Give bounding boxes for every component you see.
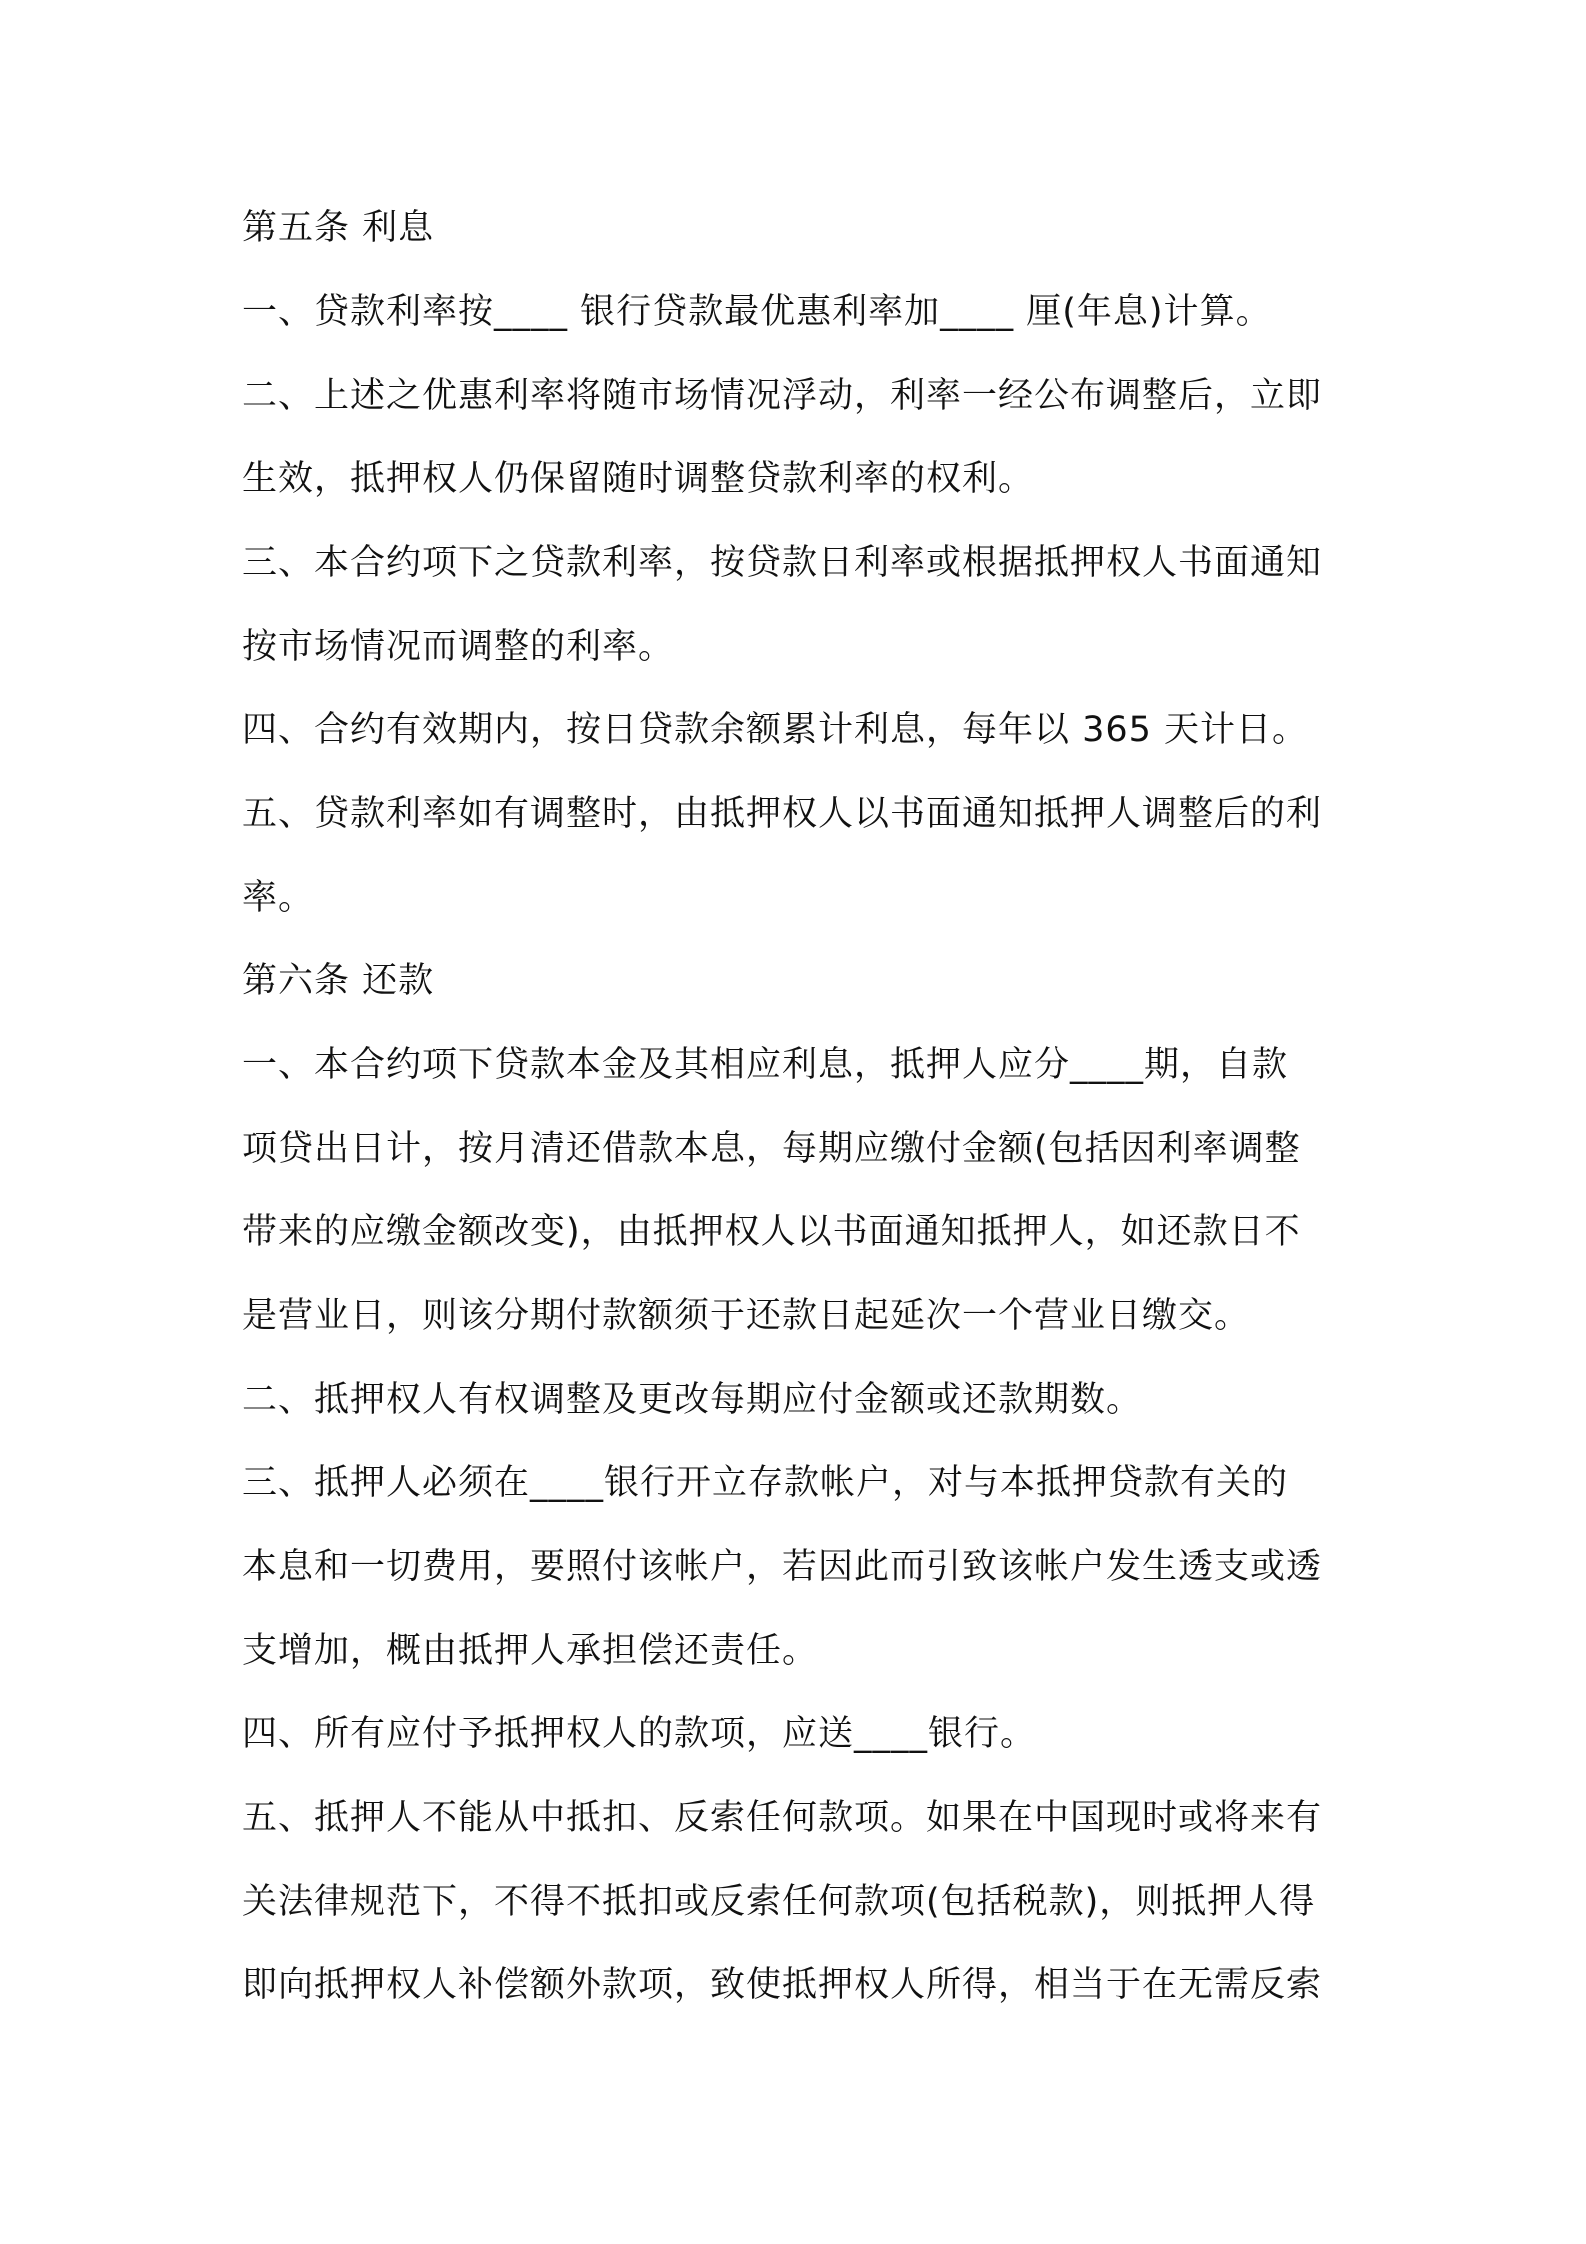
article-6-clause-5-line-1: 五、抵押人不能从中抵扣、反索任何款项。如果在中国现时或将来有	[242, 1798, 1323, 1838]
article-6-clause-3-line-2: 本息和一切费用，要照付该帐户，若因此而引致该帐户发生透支或透	[242, 1547, 1323, 1587]
article-6-clause-1-line-3: 带来的应缴金额改变)，由抵押权人以书面通知抵押人，如还款日不	[242, 1212, 1301, 1252]
article-5-clause-2-line-1: 二、上述之优惠利率将随市场情况浮动，利率一经公布调整后，立即	[242, 376, 1323, 416]
article-6-clause-5-line-2: 关法律规范下，不得不抵扣或反索任何款项(包括税款)，则抵押人得	[242, 1882, 1316, 1922]
article-6-clause-5-line-3: 即向抵押权人补偿额外款项，致使抵押权人所得，相当于在无需反索	[242, 1965, 1323, 2005]
article-5-clause-1: 一、贷款利率按____ 银行贷款最优惠利率加____ 厘(年息)计算。	[242, 292, 1272, 332]
article-6-clause-1-line-1: 一、本合约项下贷款本金及其相应利息，抵押人应分____期，自款	[242, 1045, 1289, 1085]
article-5-heading: 第五条 利息	[242, 208, 435, 248]
article-6-clause-4: 四、所有应付予抵押权人的款项，应送____银行。	[242, 1714, 1037, 1754]
article-6-heading: 第六条 还款	[242, 961, 435, 1001]
article-6-clause-1-line-4: 是营业日，则该分期付款额须于还款日起延次一个营业日缴交。	[242, 1296, 1251, 1336]
article-5-clause-5-line-1: 五、贷款利率如有调整时，由抵押权人以书面通知抵押人调整后的利	[242, 794, 1323, 834]
article-5-clause-5-line-2: 率。	[242, 878, 315, 918]
article-6-clause-2: 二、抵押权人有权调整及更改每期应付金额或还款期数。	[242, 1380, 1143, 1420]
article-5-clause-3-line-2: 按市场情况而调整的利率。	[242, 627, 675, 667]
article-5-clause-2-line-2: 生效，抵押权人仍保留随时调整贷款利率的权利。	[242, 459, 1035, 499]
article-5-clause-4: 四、合约有效期内，按日贷款余额累计利息，每年以 365 天计日。	[242, 710, 1309, 750]
article-6-clause-3-line-3: 支增加，概由抵押人承担偿还责任。	[242, 1631, 819, 1671]
article-6-clause-1-line-2: 项贷出日计，按月清还借款本息，每期应缴付金额(包括因利率调整	[242, 1129, 1301, 1169]
article-6-clause-3-line-1: 三、抵押人必须在____银行开立存款帐户，对与本抵押贷款有关的	[242, 1463, 1289, 1503]
article-5-clause-3-line-1: 三、本合约项下之贷款利率，按贷款日利率或根据抵押权人书面通知	[242, 543, 1323, 583]
